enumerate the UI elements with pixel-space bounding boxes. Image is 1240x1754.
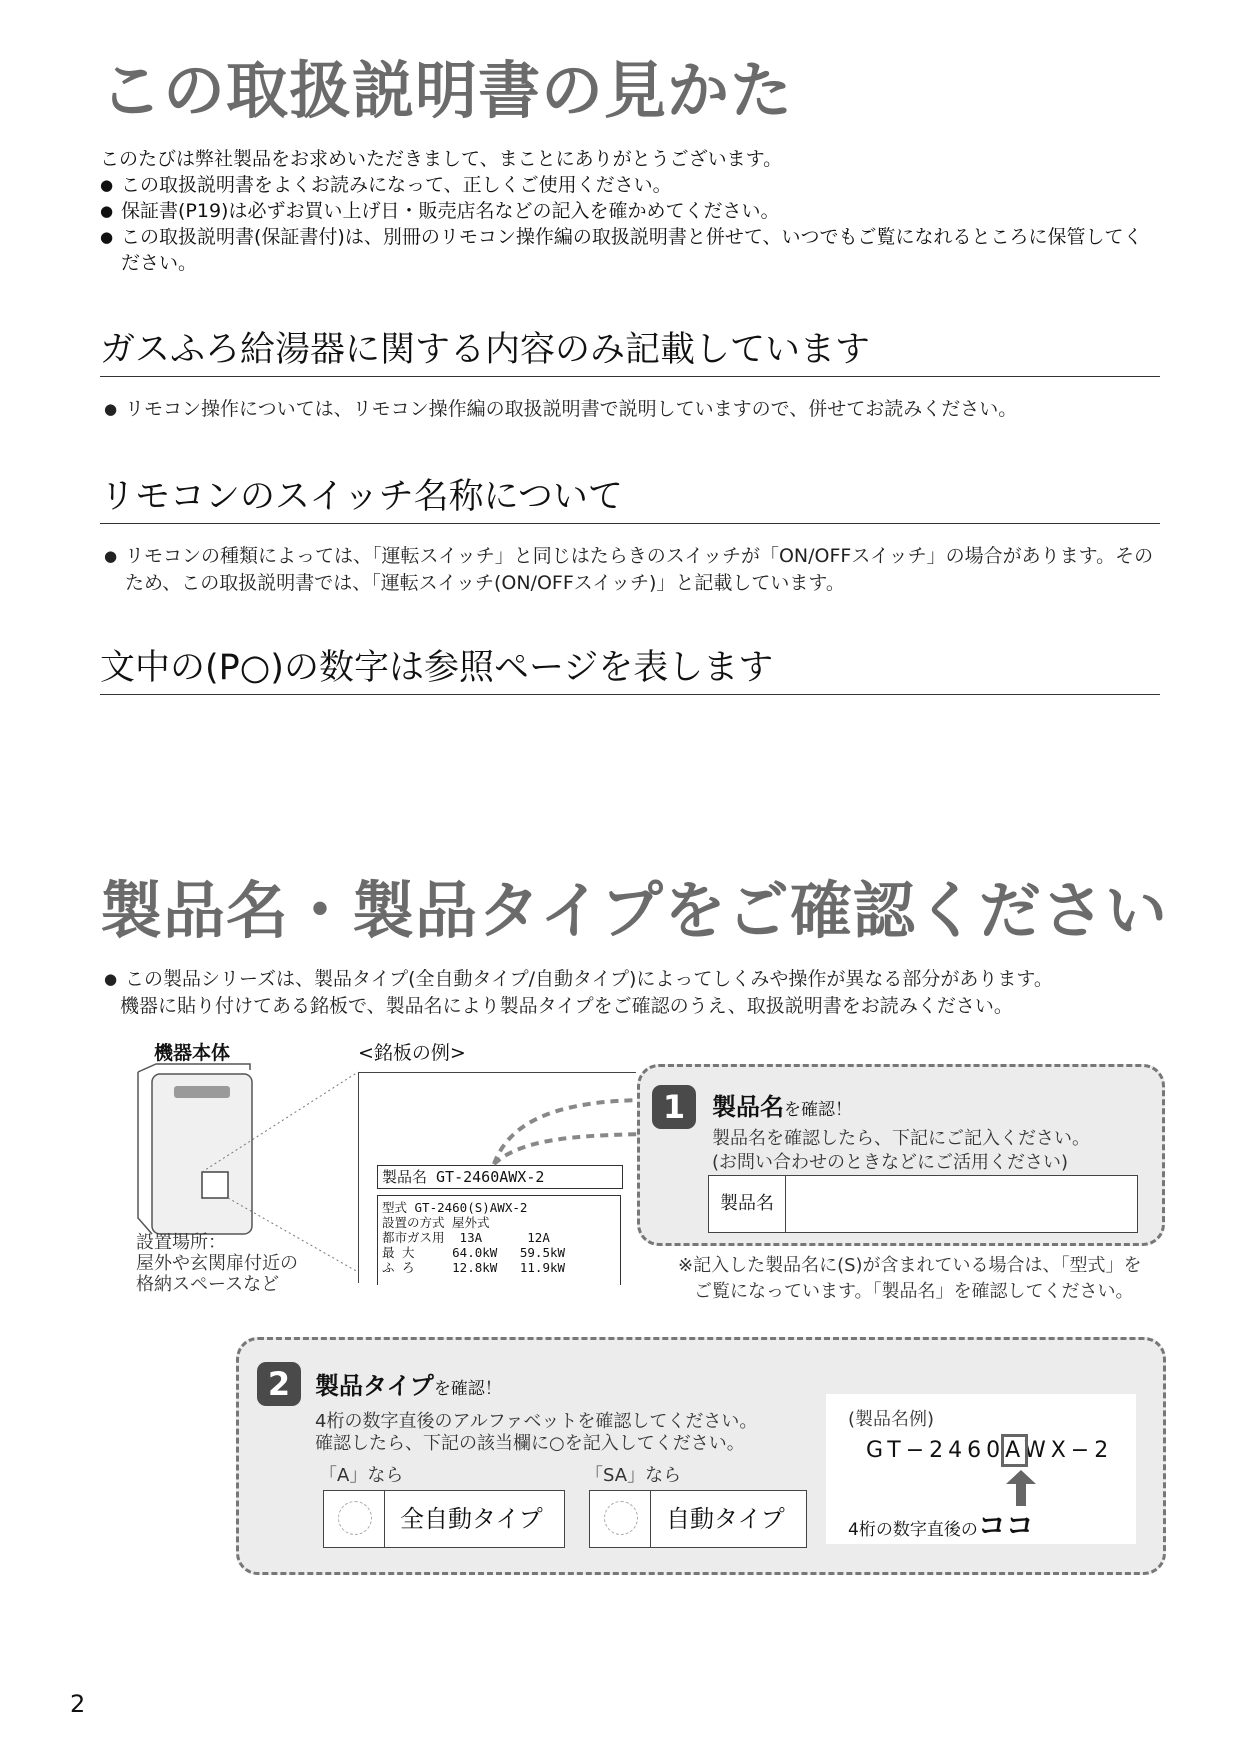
bullet-icon: ● [104,547,118,565]
model-highlight-letter: A [1005,1438,1024,1463]
option-auto[interactable] [589,1490,807,1548]
plate-example-label: <銘板の例> [358,1042,466,1064]
section-title-page-ref: 文中の(P○)の数字は参照ページを表します [100,651,1160,695]
bullet-icon: ● [100,176,114,194]
plate-product-name: 製品名 GT-2460AWX-2 [377,1165,623,1189]
product-name-field-label: 製品名 [709,1176,786,1232]
model-example-label: (製品名例) [848,1409,935,1430]
intro-bullet-1: ● この取扱説明書をよくお読みになって、正しくご使用ください。 [100,174,672,196]
option-a-label: 「A」なら [319,1465,404,1486]
page-title: この取扱説明書の見かた [100,54,794,127]
step2-number-badge: 2 [257,1362,301,1406]
circle-mark-placeholder-icon[interactable] [338,1501,372,1535]
model-example-string: GT−2460AWX−2 [866,1438,1114,1463]
product-title: 製品名・製品タイプをご確認ください [100,874,1168,947]
here-caption: 4桁の数字直後のココ [848,1509,1034,1542]
step1-title: 製品名を確認！ [712,1093,852,1121]
step1-note-line2: ご覧になっています。「製品名」を確認してください。 [694,1281,1134,1302]
bullet-icon: ● [104,970,118,988]
unit-label: 機器本体 [154,1042,231,1064]
plate-spec: 型式 GT-2460(S)AWX-2 設置の方式 屋外式 都市ガス用 13A 12A 最 大 64.0kW 59.5kW ふ ろ 12.8kW 11.9kW [377,1195,621,1285]
intro-text: このたびは弊社製品をお求めいただきまして、まことにありがとうございます。 [100,148,783,170]
pointer-curves [490,1080,660,1170]
step1-box [637,1064,1165,1246]
circle-mark-placeholder-icon[interactable] [604,1501,638,1535]
section-body-gas: ● リモコン操作については、リモコン操作編の取扱説明書で説明していますので、併せてお読みください。 [104,396,1164,423]
option-sa-label: 「SA」なら [585,1465,682,1486]
step1-note-line1: ※記入した製品名に(S)が含まれている場合は、「型式」を [678,1255,1142,1276]
section-title-switch: リモコンのスイッチ名称について [100,480,1160,524]
bullet-icon: ● [104,400,118,418]
install-location: 設置場所： 屋外や玄関扉付近の 格納スペースなど [136,1232,298,1295]
intro-bullet-3: ● この取扱説明書(保証書付)は、別冊のリモコン操作編の取扱説明書と併せて、いつでもご覧になれるところに保管してください。 [100,226,1143,274]
step1-line1: 製品名を確認したら、下記にご記入ください。 [712,1128,1090,1149]
option-full-auto[interactable] [323,1490,565,1548]
option-full-auto-text: 全自動タイプ [400,1505,543,1533]
step2-title: 製品タイプを確認！ [315,1372,502,1400]
intro-bullet-2: ● 保証書(P19)は必ずお買い上げ日・販売店名などの記入を確かめてください。 [100,200,780,222]
page-number: 2 [70,1690,86,1718]
step1-line2: (お問い合わせのときなどにご活用ください) [712,1152,1069,1173]
intro-block [100,146,1160,276]
product-intro: ● この製品シリーズは、製品タイプ(全自動タイプ/自動タイプ)によってしくみや操作が異なる部分があります。 機器に貼り付けてある銘板で、製品名により製品タイプをご確認のうえ、取扱説明書をお読みください。 [104,968,1053,1017]
product-name-field[interactable] [708,1175,1138,1233]
arrow-up-icon [1006,1470,1036,1506]
section-title-gas: ガスふろ給湯器に関する内容のみ記載しています [100,333,1160,377]
bullet-icon: ● [100,228,114,246]
step2-line2: 確認したら、下記の該当欄に○を記入してください。 [315,1433,745,1454]
bullet-icon: ● [100,202,114,220]
section-body-switch: ● リモコンの種類によっては、「運転スイッチ」と同じはたらきのスイッチが「ON/OFFスイッチ」の場合があります。そのため、この取扱説明書では、「運転スイッチ(ON/OFFスイッチ)」と記載しています。 [104,545,1154,594]
step2-line1: 4桁の数字直後のアルファベットを確認してください。 [315,1411,758,1432]
model-example-panel [826,1394,1136,1544]
option-auto-text: 自動タイプ [666,1505,785,1533]
step1-number-badge: 1 [652,1085,696,1129]
